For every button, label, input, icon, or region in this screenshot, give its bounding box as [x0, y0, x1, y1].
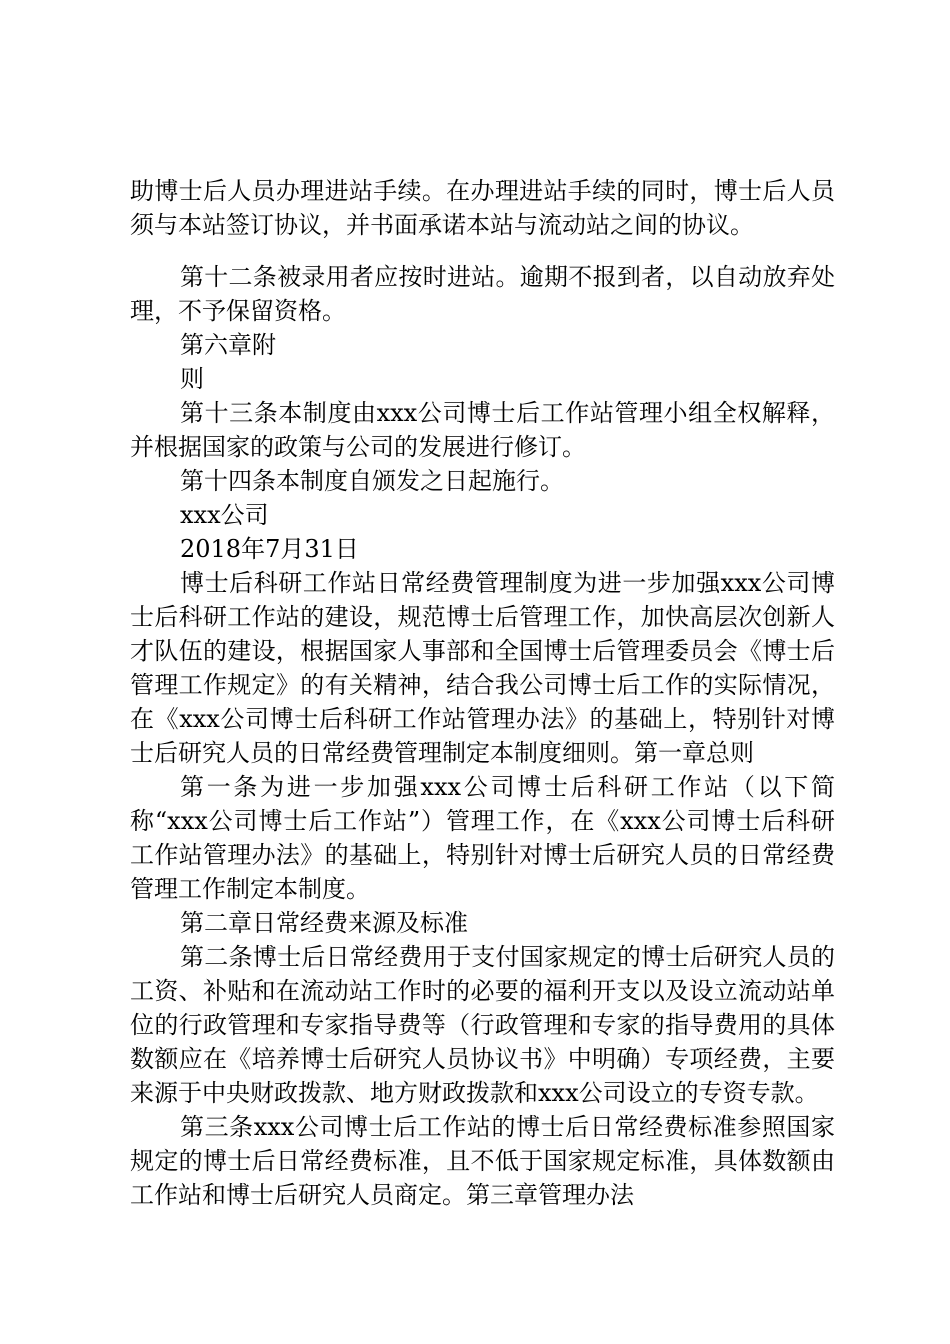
paragraph-article-14: 第十四条本制度自颁发之日起施行。 [180, 467, 564, 495]
paragraph-article-2: 第二条博士后日常经费用于支付国家规定的博士后研究人员的工资、补贴和在流动站工作时的必要的福利开支以及设立流动站单位的行政管理和专家指导费等（行政管理和专家的指导费用的具体数额应在《培养博士后研究人员协议书》中明确）专项经费，主要来源于中央财政拨款、地方财政拨款和xxx公司设立的专资专款。 [130, 943, 835, 1107]
paragraph-article-12: 第十二条被录用者应按时进站。逾期不报到者，以自动放弃处理，不予保留资格。 [130, 263, 835, 325]
signature-date: 2018年7月31日 [180, 535, 359, 563]
document-body [130, 174, 835, 1212]
paragraph-regulation-intro: 博士后科研工作站日常经费管理制度为进一步加强xxx公司博士后科研工作站的建设，规范博士后管理工作，加快高层次创新人才队伍的建设，根据国家人事部和全国博士后管理委员会《博士后管理工作规定》的有关精神，结合我公司博士后工作的实际情况，在《xxx公司博士后科研工作站管理办法》的基础上，特别针对博士后研究人员的日常经费管理制定本制度细则。第一章总则 [130, 569, 835, 767]
paragraph-article-13: 第十三条本制度由xxx公司博士后工作站管理小组全权解释，并根据国家的政策与公司的发展进行修订。 [130, 399, 835, 461]
chapter-heading-6-line2: 则 [180, 365, 204, 393]
chapter-heading-6-line1: 第六章附 [180, 331, 276, 359]
paragraph-continuation: 助博士后人员办理进站手续。在办理进站手续的同时，博士后人员须与本站签订协议，并书面承诺本站与流动站之间的协议。 [130, 177, 835, 239]
chapter-heading-2: 第二章日常经费来源及标准 [180, 909, 468, 937]
chapter-heading-6 [130, 328, 835, 396]
signature-company: xxx公司 [180, 501, 269, 529]
paragraph-article-3: 第三条xxx公司博士后工作站的博士后日常经费标准参照国家规定的博士后日常经费标准，且不低于国家规定标准，具体数额由工作站和博士后研究人员商定。第三章管理办法 [130, 1113, 835, 1209]
paragraph-article-1: 第一条为进一步加强xxx公司博士后科研工作站（以下简称“xxx公司博士后工作站”）管理工作，在《xxx公司博士后科研工作站管理办法》的基础上，特别针对博士后研究人员的日常经费管理工作制定本制度。 [130, 773, 835, 903]
